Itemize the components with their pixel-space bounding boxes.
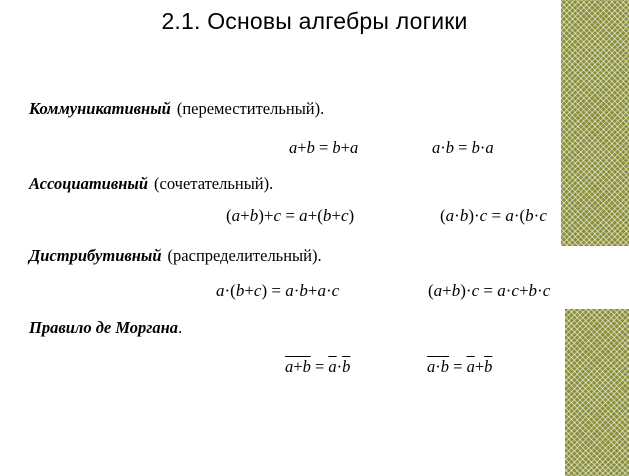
formula-de-morgan-product: $a\cdot b = \overline{a}+\overline{b}$ xyxy=(427,357,493,376)
law-description: (распределительный). xyxy=(167,246,322,265)
law-description: . xyxy=(178,318,183,337)
decorative-pattern-top xyxy=(561,0,629,246)
decorative-pattern-bottom xyxy=(565,309,629,476)
formula-associative-sum: (a+b)+c = a+(b+c) xyxy=(226,206,355,225)
law-term: Правило де Моргана xyxy=(29,318,179,337)
law-heading-distributive xyxy=(29,246,322,266)
formula-distributive-right: (a+b)·c = a·c+b·c xyxy=(428,281,551,300)
law-term: Коммуникативный xyxy=(29,99,171,118)
formula-commutative-sum: a+b = b+a xyxy=(289,138,359,157)
law-description: (сочетательный). xyxy=(154,174,274,193)
law-term: Ассоциативный xyxy=(29,174,149,193)
formula-commutative-product: a·b = b·a xyxy=(432,138,494,157)
formula-distributive-left: a·(b+c) = a·b+a·c xyxy=(216,281,340,300)
law-heading-associative xyxy=(29,174,273,194)
formula-de-morgan-sum: $a+b = \overline{a}\cdot\overline{b}$ xyxy=(285,357,351,376)
slide-title: 2.1. Основы алгебры логики xyxy=(161,8,468,34)
formula-associative-product: (a·b)·c = a·(b·c xyxy=(440,206,547,225)
law-heading-commutative xyxy=(29,99,324,119)
law-heading-de-morgan xyxy=(29,318,182,338)
law-description: (переместительный). xyxy=(176,99,325,118)
law-term: Дистрибутивный xyxy=(29,246,162,265)
